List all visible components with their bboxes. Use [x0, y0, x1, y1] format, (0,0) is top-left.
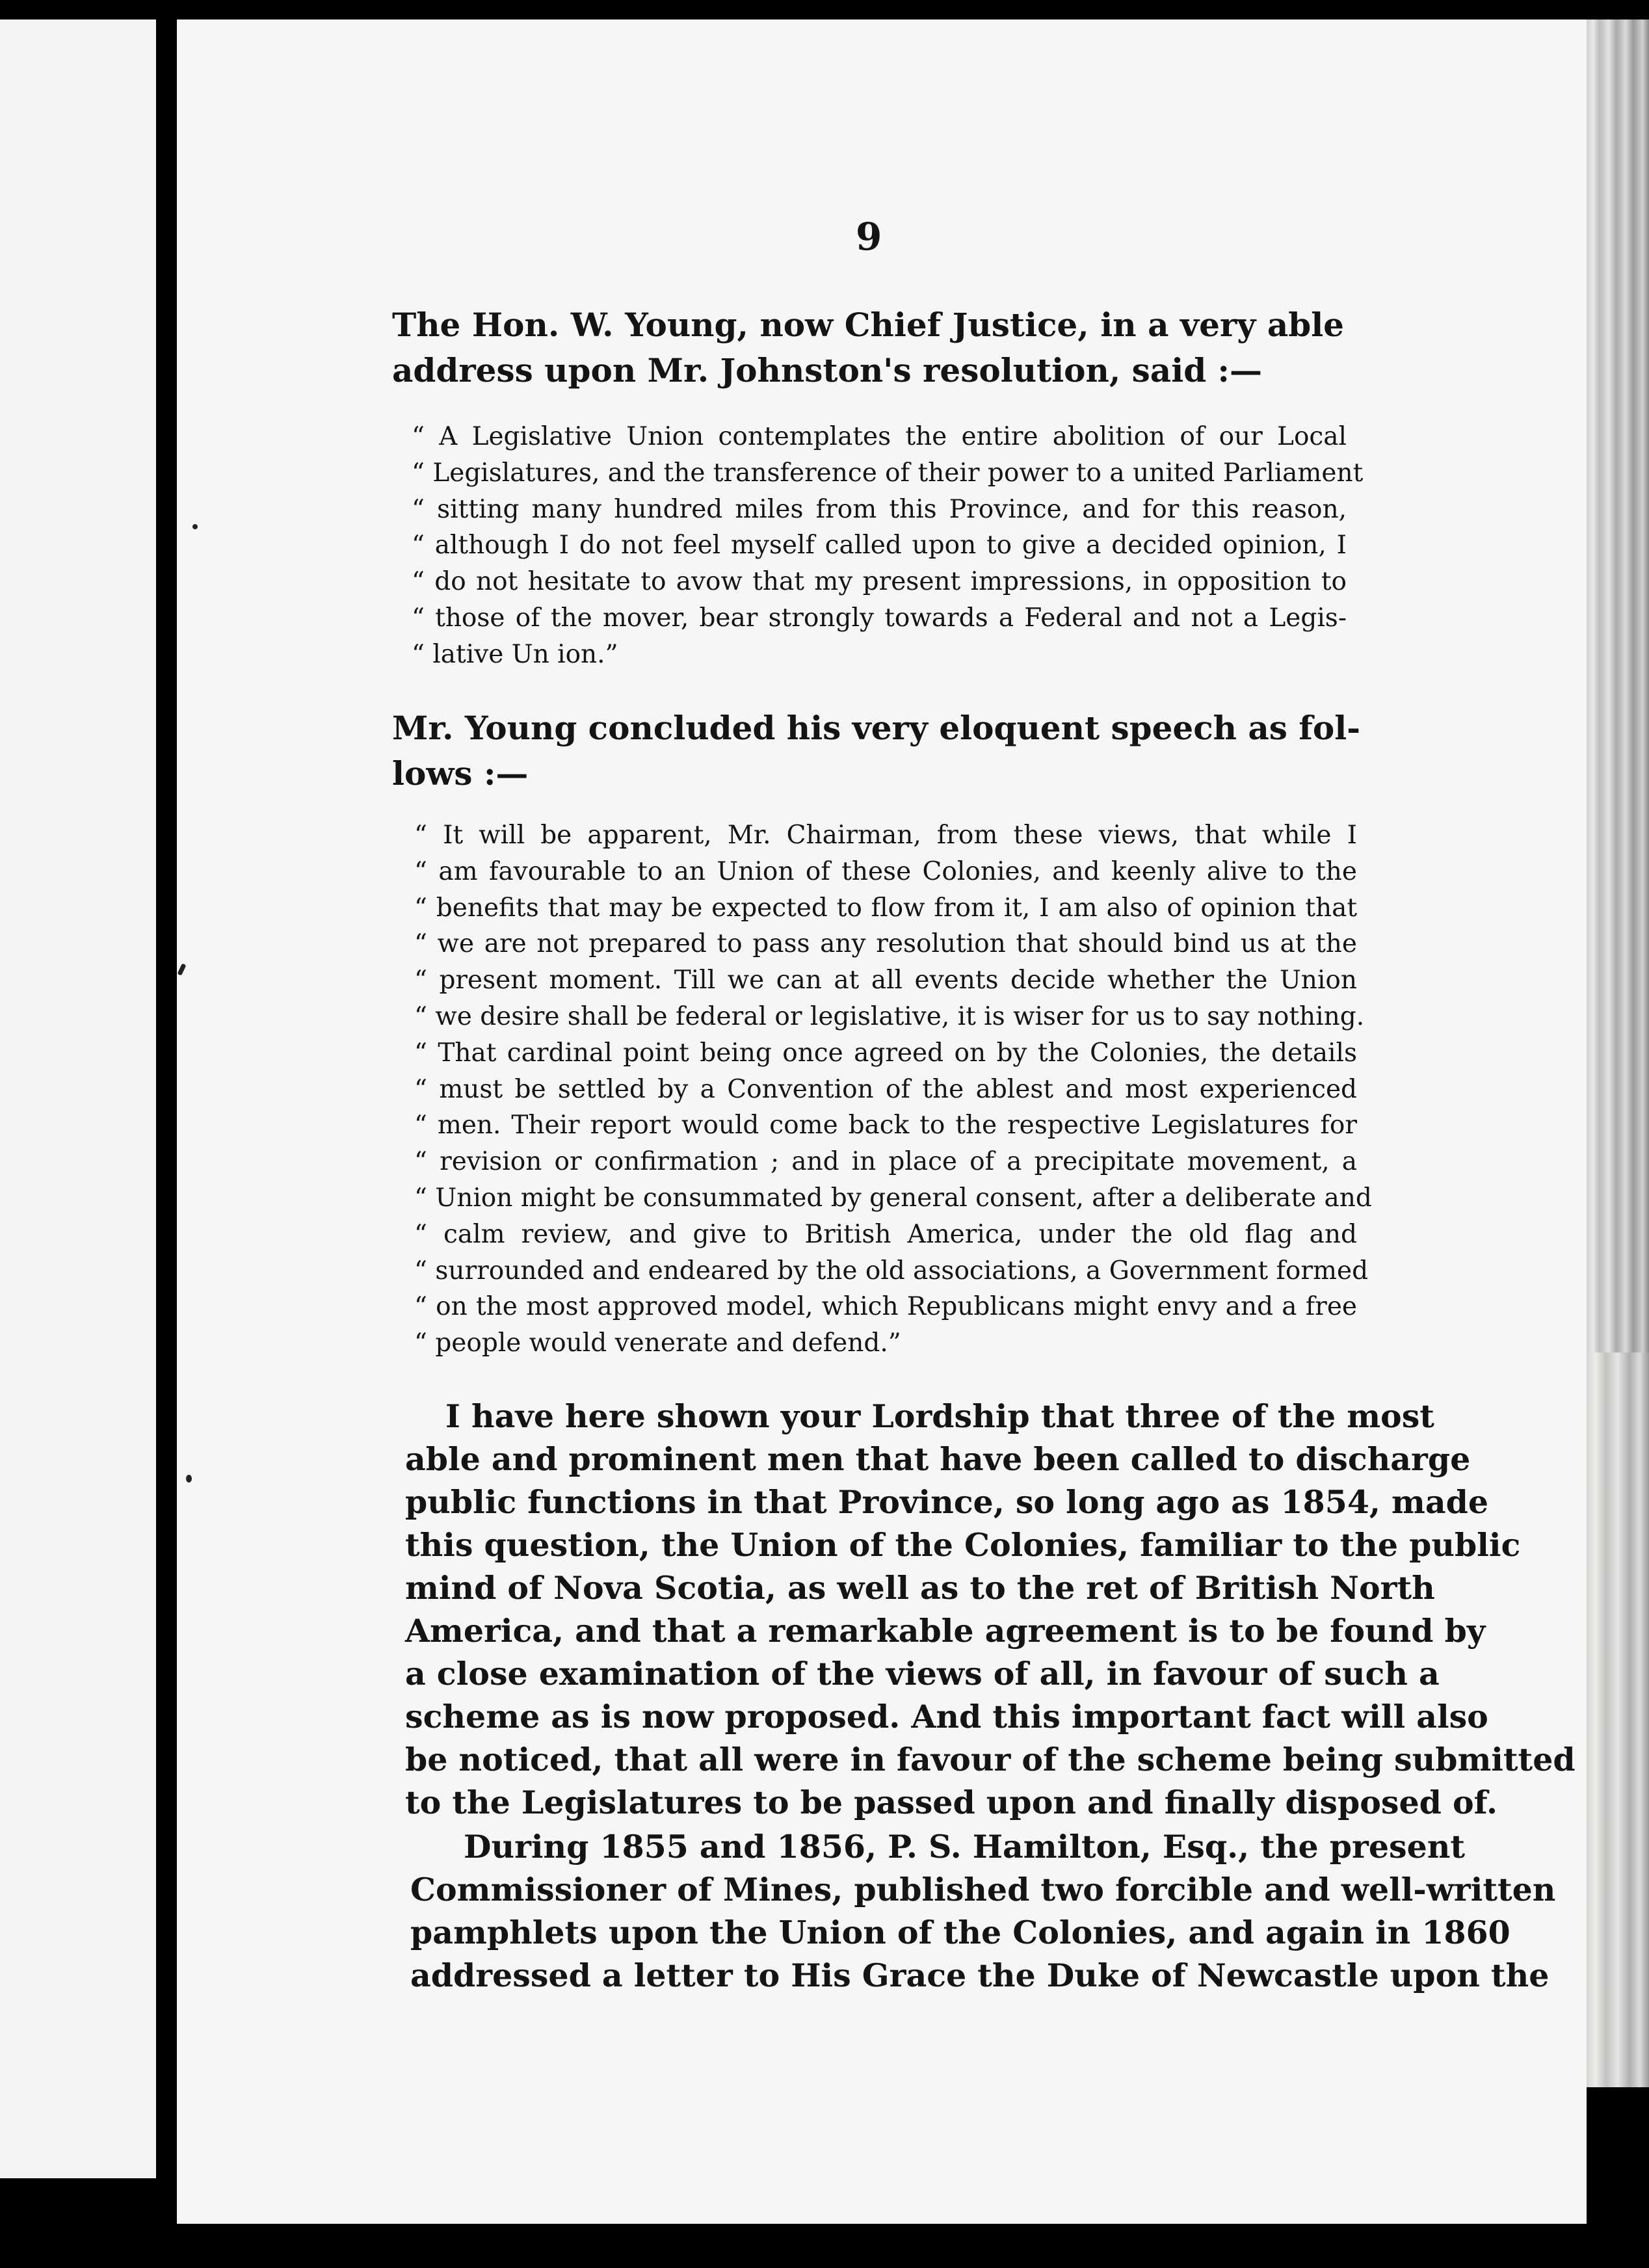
text-line: I have here shown your Lordship that three of the most — [445, 1397, 1434, 1435]
page-number: 9 — [856, 215, 882, 259]
scan-speck — [186, 1475, 192, 1483]
text-line: address upon Mr. Johnston's resolution, said :— — [392, 351, 1263, 389]
quote-young-1 — [412, 419, 1364, 673]
text-line: a close examination of the views of all, in favour of such a — [405, 1655, 1440, 1693]
text-line: to the Legislatures to be passed upon and finally disposed of. — [405, 1784, 1498, 1821]
text-line: lows :— — [392, 754, 529, 793]
scan-speck — [192, 524, 198, 529]
paragraph-lordship — [405, 1395, 1576, 1824]
text-line: America, and that a remarkable agreement is to be found by — [405, 1612, 1486, 1650]
text-line: “ benefits that may be expected to flow from it, I am also of opinion that — [414, 893, 1357, 923]
text-line: be noticed, that all were in favour of the scheme being submitted — [405, 1741, 1576, 1778]
text-line: “ am favourable to an Union of these Colonies, and keenly alive to the — [414, 856, 1357, 886]
text-line: “ do not hesitate to avow that my present impressions, in opposition to — [412, 567, 1347, 597]
text-line: “ although I do not feel myself called upon to give a decided opinion, I — [412, 531, 1347, 560]
text-line: pamphlets upon the Union of the Colonies, and again in 1860 — [410, 1914, 1510, 1951]
text-line: “ people would venerate and defend.” — [414, 1328, 901, 1358]
text-line: “ It will be apparent, Mr. Chairman, from these views, that while I — [414, 821, 1357, 850]
facing-page-edge — [0, 20, 156, 2178]
text-line: During 1855 and 1856, P. S. Hamilton, Esq., the present — [464, 1828, 1466, 1866]
intro-young — [392, 302, 1344, 393]
text-line: Commissioner of Mines, published two forcible and well-written — [410, 1871, 1556, 1908]
text-line: addressed a letter to His Grace the Duke of Newcastle upon the — [410, 1957, 1550, 1994]
text-line: “ present moment. Till we can at all events decide whether the Union — [414, 966, 1357, 996]
text-line: “ must be settled by a Convention of the ablest and most experienced — [414, 1074, 1357, 1104]
text-line: this question, the Union of the Colonies, familiar to the public — [405, 1526, 1521, 1564]
text-line: “ Union might be consummated by general consent, after a deliberate and — [414, 1183, 1372, 1213]
paragraph-hamilton — [410, 1825, 1556, 1997]
text-line: public functions in that Province, so long ago as 1854, made — [405, 1483, 1489, 1521]
page-edge-stack-lower — [1587, 1352, 1649, 2087]
text-line: “ we are not prepared to pass any resolution that should bind us at the — [414, 929, 1357, 959]
text-line: able and prominent men that have been called to discharge — [405, 1440, 1471, 1478]
text-line: mind of Nova Scotia, as well as to the ret of British North — [405, 1569, 1435, 1607]
text-line: “ calm review, and give to British America, under the old flag and — [414, 1219, 1357, 1249]
text-line: “ Legislatures, and the transference of their power to a united Parliament — [412, 458, 1364, 488]
text-line: Mr. Young concluded his very eloquent speech as fol- — [392, 709, 1360, 747]
quote-young-2 — [414, 817, 1372, 1362]
text-line: “ sitting many hundred miles from this Province, and for this reason, — [412, 494, 1347, 524]
intro-conclusion — [392, 705, 1360, 797]
text-line: scheme as is now proposed. And this important fact will also — [405, 1698, 1488, 1735]
text-line: “ we desire shall be federal or legislative, it is wiser for us to say nothing. — [414, 1001, 1365, 1031]
text-line: “ men. Their report would come back to the respective Legislatures for — [414, 1111, 1357, 1141]
text-line: “ surrounded and endeared by the old associations, a Government formed — [414, 1256, 1369, 1286]
text-line: “ on the most approved model, which Republicans might envy and a free — [414, 1292, 1357, 1322]
text-line: “ lative Un ion.” — [412, 639, 618, 669]
text-line: “ revision or confirmation ; and in place of a precipitate movement, a — [414, 1147, 1357, 1177]
text-line: The Hon. W. Young, now Chief Justice, in a very able — [392, 306, 1344, 344]
text-line: “ those of the mover, bear strongly towards a Federal and not a Legis- — [412, 603, 1347, 633]
text-line: “ A Legislative Union contemplates the entire abolition of our Local — [412, 422, 1347, 451]
text-line: “ That cardinal point being once agreed on by the Colonies, the details — [414, 1038, 1357, 1068]
